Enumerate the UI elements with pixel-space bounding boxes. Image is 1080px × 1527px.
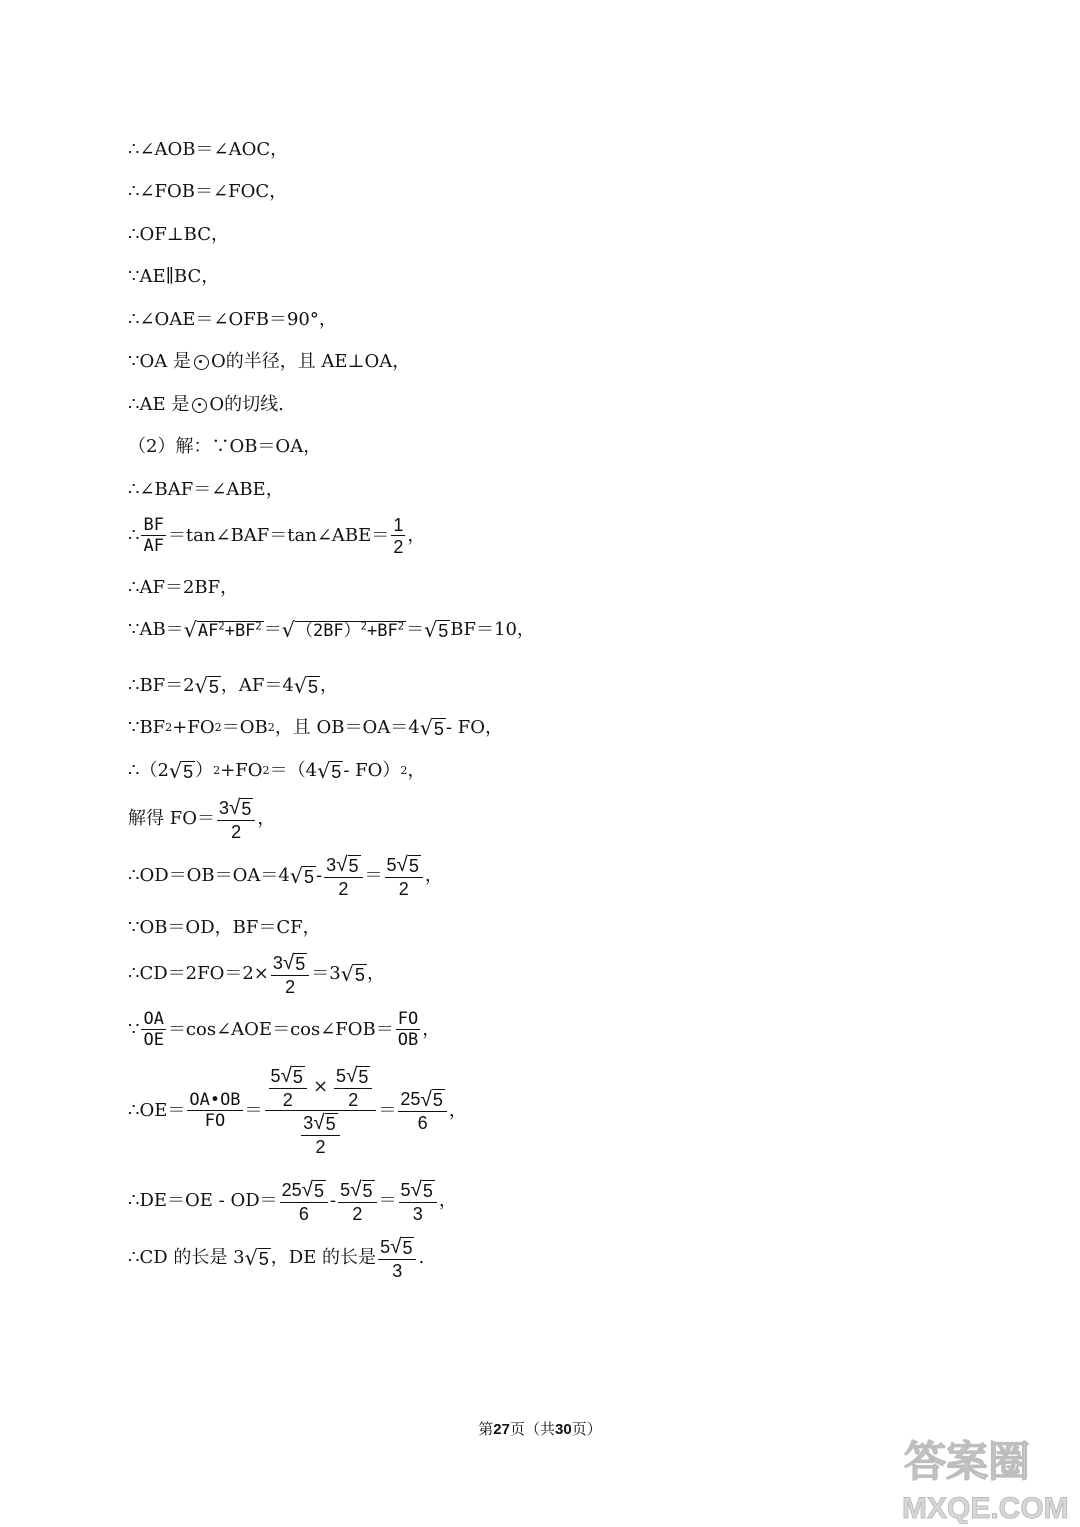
proof-line-16: 解得 FO＝ 3 √ 5 2 ， [128,796,276,842]
square-root: √ 5 [168,759,194,784]
square-root: √ 5 [293,674,318,699]
circle-symbol-icon [192,398,207,413]
proof-line-21: ∴OE＝ $\frac{OA•OB}{FO}$ ＝ 5 √ 5 2 × 5 √ 5 2 3 √ 5 2 ＝ 25 √ 5 6 ， [128,1064,467,1157]
page-total: 30 [555,1421,572,1438]
square-root: √ 5 [289,864,315,889]
proof-line-14: ∵BF 2 +FO 2 ＝OB 2 ，且 OB＝OA＝4 √ 5 - FO， [128,716,503,741]
page-number: 27 [493,1421,510,1438]
fraction: $\frac{FO}{OB}$ [397,1009,419,1050]
fraction: $\frac{OA}{OE}$ [143,1009,164,1050]
fraction: $\frac{OA•OB}{FO}$ [189,1089,241,1131]
fraction: $\frac{BF}{AF}$ [143,515,164,556]
page-footer: 第27页（共30页） [478,1420,602,1438]
fraction: 25 √ 5 6 [280,1180,328,1223]
proof-line-9: ∴∠BAF＝∠ABE， [128,479,284,500]
watermark-logo [898,1430,1076,1524]
fraction: 5 √ 5 2 [385,855,423,898]
fraction: 5 √ 5 2 [338,1180,376,1223]
proof-line-18: ∵OB＝OD，BF＝CF， [128,917,321,938]
proof-line-19: ∴CD＝2FO＝2× 3 √ 5 2 ＝3 √ 5 ， [128,951,385,997]
proof-line-17: ∴OD＝OB＝OA＝4 √ 5 - 3 √ 5 2 ＝ 5 √ 5 2 ， [128,853,443,899]
proof-line-2: ∴∠FOB＝∠FOC， [128,181,288,202]
proof-line-1: ∴∠AOB＝∠AOC， [128,139,289,160]
fraction: 3 √ 5 2 [217,798,255,841]
proof-line-11: ∴AF＝2BF， [128,577,239,598]
fraction: 25 √ 5 6 [398,1089,446,1132]
fraction: 5 √ 5 3 [399,1180,437,1223]
proof-line-13: ∴BF＝2 √ 5 ，AF＝4 √ 5 ， [128,674,338,699]
proof-line-7: ∴AE 是 O 的切线. [128,394,284,415]
proof-line-23: ∴CD 的长是 3 √ 5 ，DE 的长是 5 √ 5 3 . [128,1235,425,1281]
fraction: 3 √ 5 2 [271,953,309,996]
proof-line-12: ∵AB＝ √ $AF^2+BF^2$ ＝ √ $(2BF)^2+BF^2$ ＝ √ 5 BF＝10， [128,618,535,643]
proof-line-4: ∵AE∥BC， [128,266,220,287]
complex-fraction: 5 √ 5 2 × 5 √ 5 2 3 √ 5 2 [265,1066,377,1156]
square-root: √ 5 [424,618,449,643]
circle-symbol-icon [194,355,209,370]
proof-line-8: （2）解：∵OB＝OA， [128,436,322,457]
square-root: √ $(2BF)^2+BF^2$ [281,618,405,643]
square-root: √ 5 [340,962,365,987]
proof-line-22: ∴DE＝OE - OD＝ 25 √ 5 6 - 5 √ 5 2 ＝ 5 √ 5 3 ， [128,1178,457,1224]
square-root: √ 5 [419,716,444,741]
fraction: $\frac{1}{2}$ [393,515,404,557]
proof-line-6: ∵OA 是 O 的半径，且 AE⊥OA， [128,351,411,372]
proof-line-5: ∴∠OAE＝∠OFB＝90°， [128,309,337,330]
fraction: 5 √ 5 3 [378,1237,416,1280]
proof-line-20: ∵ $\frac{OA}{OE}$ ＝cos∠AOE＝cos∠FOB＝ $\frac{FO}{OB}$ ， [128,1009,441,1050]
watermark-top-text: 答案圈 [904,1437,1031,1486]
proof-line-10: ∴ $\frac{BF}{AF}$ ＝tan∠BAF＝tan∠ABE＝ $\frac{1}{2}$ ， [128,515,426,557]
proof-line-15: ∴（2 √ 5 ） 2 +FO 2 ＝（4 √ 5 - FO） 2 ， [128,759,426,784]
watermark-bottom-text: MXQE.COM [902,1492,1069,1524]
square-root: √ 5 [194,674,219,699]
square-root: √ 5 [317,759,342,784]
square-root: √ 5 [244,1246,269,1271]
fraction: 3 √ 5 2 [324,855,362,898]
proof-line-3: ∴OF⊥BC， [128,224,229,245]
square-root: √ $AF^2+BF^2$ [183,618,262,643]
